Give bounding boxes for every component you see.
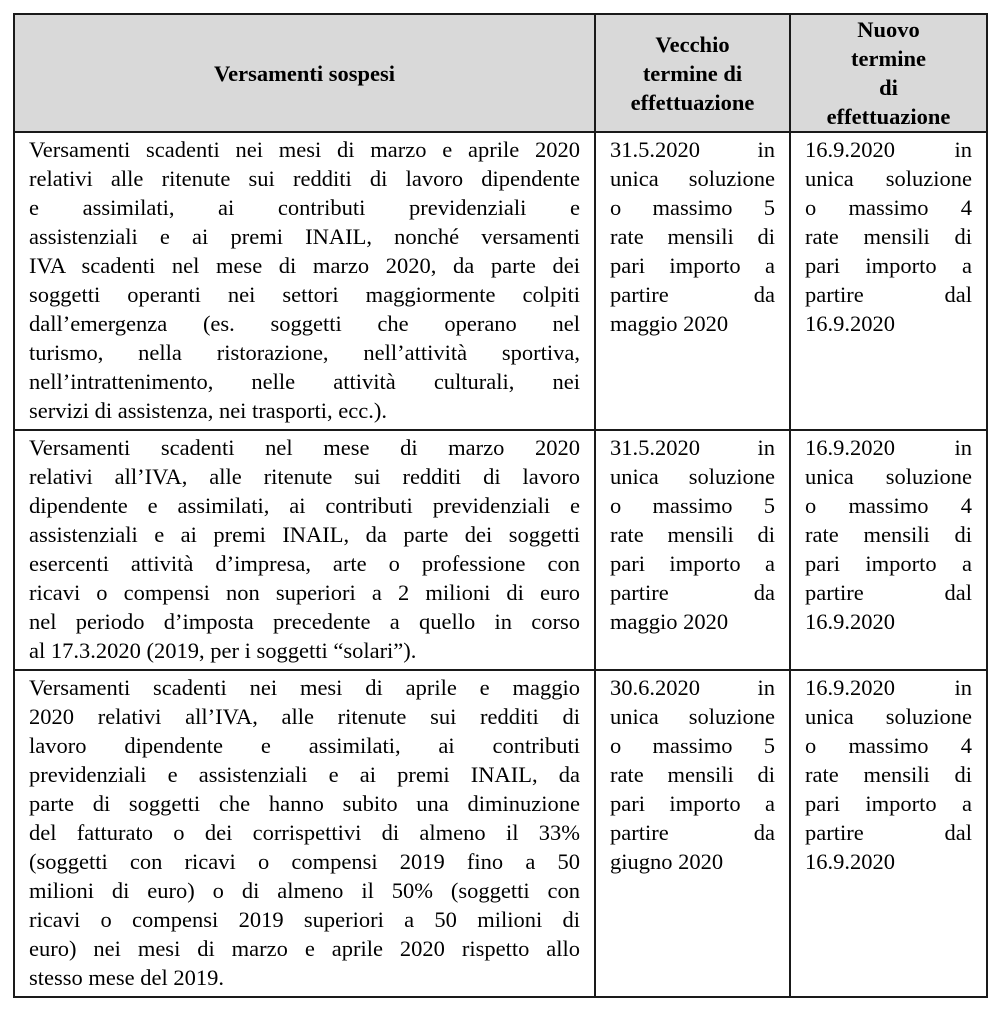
cell-line: parte di soggetti che hanno subito una diminuzione (29, 791, 580, 816)
cell-line: partire da (610, 282, 775, 307)
row-1-description (14, 132, 595, 430)
cell-line: o massimo 5 (610, 493, 775, 518)
cell-line: servizi di assistenza, nei trasporti, ecc.). (29, 398, 387, 423)
cell-line: rate mensili di (805, 522, 972, 547)
cell-line: pari importo a (805, 551, 972, 576)
cell-line: lavoro dipendente e assimilati, ai contributi (29, 733, 580, 758)
row-1-new-term (790, 132, 987, 430)
cell-line: partire dal (805, 580, 972, 605)
cell-line: o massimo 5 (610, 733, 775, 758)
header-line: Vecchio (655, 31, 730, 57)
cell-line: dall’emergenza (es. soggetti che operano nel (29, 311, 580, 336)
cell-line: previdenziali e assistenziali e ai premi INAIL, da (29, 762, 580, 787)
cell-line: 16.9.2020 in (805, 675, 972, 700)
cell-line: partire da (610, 580, 775, 605)
cell-line: unica soluzione (805, 704, 972, 729)
row-2-new-term (790, 430, 987, 670)
cell-line: o massimo 5 (610, 195, 775, 220)
cell-line: rate mensili di (610, 762, 775, 787)
row-2-description (14, 430, 595, 670)
cell-line: dipendente e assimilati, ai contributi previdenziali e (29, 493, 580, 518)
cell-line: relativi all’IVA, alle ritenute sui redditi di lavoro (29, 464, 580, 489)
row-1-old-term (595, 132, 790, 430)
cell-line: euro) nei mesi di marzo e aprile 2020 rispetto allo (29, 936, 580, 961)
cell-line: partire dal (805, 820, 972, 845)
cell-line: partire dal (805, 282, 972, 307)
cell-line: del fatturato o dei corrispettivi di almeno il 33% (29, 820, 580, 845)
cell-line: rate mensili di (805, 762, 972, 787)
table-row (14, 670, 987, 997)
cell-line: milioni di euro) o di almeno il 50% (soggetti con (29, 878, 580, 903)
row-3-old-term (595, 670, 790, 997)
cell-line: o massimo 4 (805, 733, 972, 758)
row-3-new-term (790, 670, 987, 997)
cell-line: unica soluzione (805, 166, 972, 191)
cell-line: e assimilati, ai contributi previdenziali e (29, 195, 580, 220)
cell-line: Versamenti scadenti nei mesi di marzo e aprile 2020 (29, 137, 580, 162)
table-row (14, 430, 987, 670)
cell-line: rate mensili di (610, 522, 775, 547)
header-line: termine di (642, 60, 743, 86)
suspended-payments-table (13, 13, 988, 998)
cell-line: 2020 relativi all’IVA, alle ritenute sui redditi di (29, 704, 580, 729)
cell-line: assistenziali e ai premi INAIL, nonché versamenti (29, 224, 580, 249)
header-suspended-payments: Versamenti sospesi (14, 14, 595, 132)
row-3-description (14, 670, 595, 997)
cell-line: (soggetti con ricavi o compensi 2019 fino a 50 (29, 849, 580, 874)
cell-line: 16.9.2020 in (805, 137, 972, 162)
table-row (14, 132, 987, 430)
cell-line: soggetti operanti nei settori maggiormente colpiti (29, 282, 580, 307)
cell-line: maggio 2020 (610, 311, 729, 336)
cell-line: pari importo a (610, 791, 775, 816)
cell-line: 31.5.2020 in (610, 137, 775, 162)
cell-line: ricavi o compensi non superiori a 2 milioni di euro (29, 580, 580, 605)
cell-line: al 17.3.2020 (2019, per i soggetti “solari”). (29, 638, 417, 663)
cell-line: pari importo a (805, 253, 972, 278)
cell-line: unica soluzione (805, 464, 972, 489)
cell-line: relativi alle ritenute sui redditi di lavoro dipendente (29, 166, 580, 191)
cell-line: rate mensili di (805, 224, 972, 249)
header-line: Nuovo (857, 17, 920, 42)
cell-line: maggio 2020 (610, 609, 729, 634)
cell-line: esercenti attività d’impresa, arte o professione con (29, 551, 580, 576)
cell-line: o massimo 4 (805, 195, 972, 220)
cell-line: 31.5.2020 in (610, 435, 775, 460)
header-new-term (790, 14, 987, 132)
cell-line: rate mensili di (610, 224, 775, 249)
cell-line: pari importo a (805, 791, 972, 816)
cell-line: giugno 2020 (610, 849, 724, 874)
cell-line: 30.6.2020 in (610, 675, 775, 700)
cell-line: Versamenti scadenti nei mesi di aprile e maggio (29, 675, 580, 700)
cell-line: 16.9.2020 in (805, 435, 972, 460)
cell-line: Versamenti scadenti nel mese di marzo 2020 (29, 435, 580, 460)
header-line: effettuazione (826, 104, 951, 129)
cell-line: IVA scadenti nel mese di marzo 2020, da parte dei (29, 253, 580, 278)
header-line: termine (851, 46, 926, 71)
cell-line: unica soluzione (610, 166, 775, 191)
header-line: effettuazione (630, 89, 755, 115)
cell-line: unica soluzione (610, 464, 775, 489)
header-line: di (879, 75, 898, 100)
cell-line: 16.9.2020 (805, 311, 895, 336)
table-header-row (14, 14, 987, 132)
cell-line: o massimo 4 (805, 493, 972, 518)
cell-line: stesso mese del 2019. (29, 965, 224, 990)
cell-line: nell’intrattenimento, nelle attività culturali, nei (29, 369, 580, 394)
cell-line: 16.9.2020 (805, 849, 895, 874)
cell-line: 16.9.2020 (805, 609, 895, 634)
cell-line: pari importo a (610, 551, 775, 576)
cell-line: assistenziali e ai premi INAIL, da parte dei soggetti (29, 522, 580, 547)
header-old-term (595, 14, 790, 132)
cell-line: pari importo a (610, 253, 775, 278)
row-2-old-term (595, 430, 790, 670)
cell-line: nel periodo d’imposta precedente a quello in corso (29, 609, 580, 634)
cell-line: unica soluzione (610, 704, 775, 729)
cell-line: ricavi o compensi 2019 superiori a 50 milioni di (29, 907, 580, 932)
cell-line: partire da (610, 820, 775, 845)
cell-line: turismo, nella ristorazione, nell’attività sportiva, (29, 340, 580, 365)
